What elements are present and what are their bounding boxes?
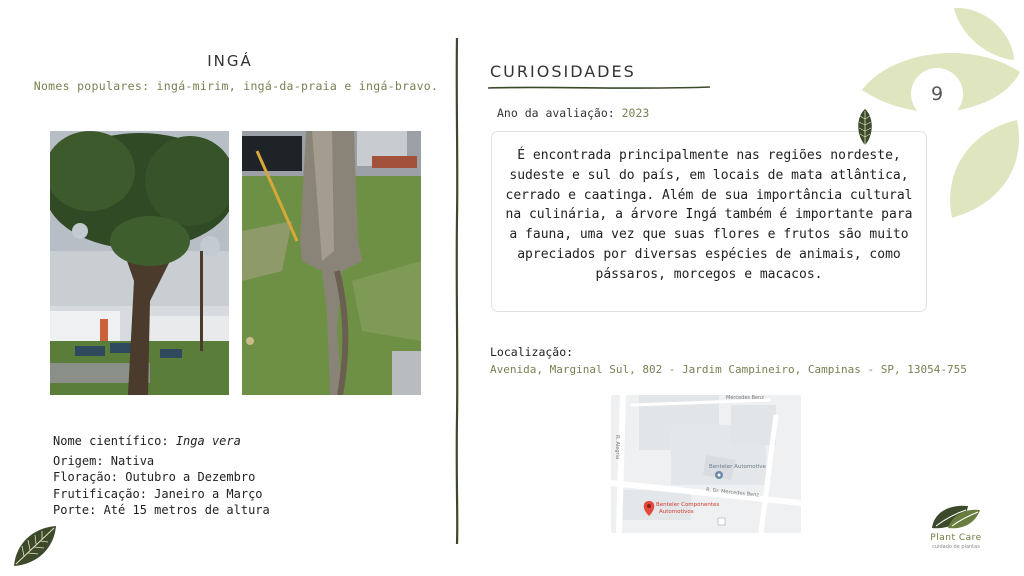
popular-names: Nomes populares: ingá-mirim, ingá-da-praia e ingá-bravo.	[33, 79, 439, 93]
map-street-2: R. Alegria	[614, 435, 620, 460]
plant-facts	[53, 433, 270, 519]
heading-underline	[488, 85, 710, 91]
leaf-icon	[10, 522, 60, 570]
map-place-1: Benteler Automotive	[709, 464, 766, 470]
curiosities-heading: CURIOSIDADES	[490, 62, 636, 81]
tree-photo-2-image	[242, 131, 421, 395]
brand-name: Plant Care	[930, 533, 982, 543]
map-place-2b: Automotivos	[659, 509, 694, 515]
page-number: 9	[911, 68, 963, 120]
description-box: É encontrada principalmente nas regiões nordeste, sudeste e sul do país, em locais de mata atlântica, cerrado e caatinga. Além de sua importância cultural na culinária, a árvore Ingá também é importante para a fauna, uma vez que suas flores e frutos são muito apreciados por diversas espécies de animais, como pássaros, morcegos e macacos.	[491, 131, 927, 312]
column-divider	[452, 38, 462, 544]
evaluation-year-label: Ano da avaliação:	[497, 106, 622, 120]
plant-care-logo-icon	[928, 502, 984, 532]
leaf-decor-top	[954, 8, 1014, 60]
scientific-name	[53, 433, 270, 450]
location-label: Localização:	[490, 345, 574, 359]
size: Porte: Até 15 metros de altura	[53, 503, 270, 517]
tree-photo-1-image	[50, 131, 229, 395]
plant-title: INGÁ	[207, 52, 253, 70]
map-place-2a: Benteler Componentes	[656, 502, 720, 508]
evaluation-year-value: 2023	[621, 106, 650, 120]
location-address[interactable]: Avenida, Marginal Sul, 802 - Jardim Campineiro, Campinas - SP, 13054-755	[490, 363, 967, 376]
location-map[interactable]	[611, 395, 801, 533]
leaf-decor-bottom	[950, 120, 1019, 218]
scientific-name-value: Inga vera	[175, 434, 241, 448]
map-image	[611, 395, 801, 533]
map-street-1: R. Dr. Mercedes Benz	[705, 487, 760, 499]
tree-photo-1	[50, 131, 229, 395]
origin: Origem: Nativa	[53, 453, 155, 468]
fruiting: Frutificação: Janeiro a Março	[53, 486, 263, 501]
small-leaf-icon	[854, 107, 876, 147]
map-label-top: Mercedes Benz	[726, 395, 764, 401]
scientific-name-label: Nome científico:	[53, 434, 176, 448]
evaluation-year	[497, 106, 649, 120]
flowering: Floração: Outubro a Dezembro	[53, 470, 256, 484]
tree-photo-2	[242, 131, 421, 395]
brand-tagline: cuidado de plantas	[932, 544, 980, 550]
